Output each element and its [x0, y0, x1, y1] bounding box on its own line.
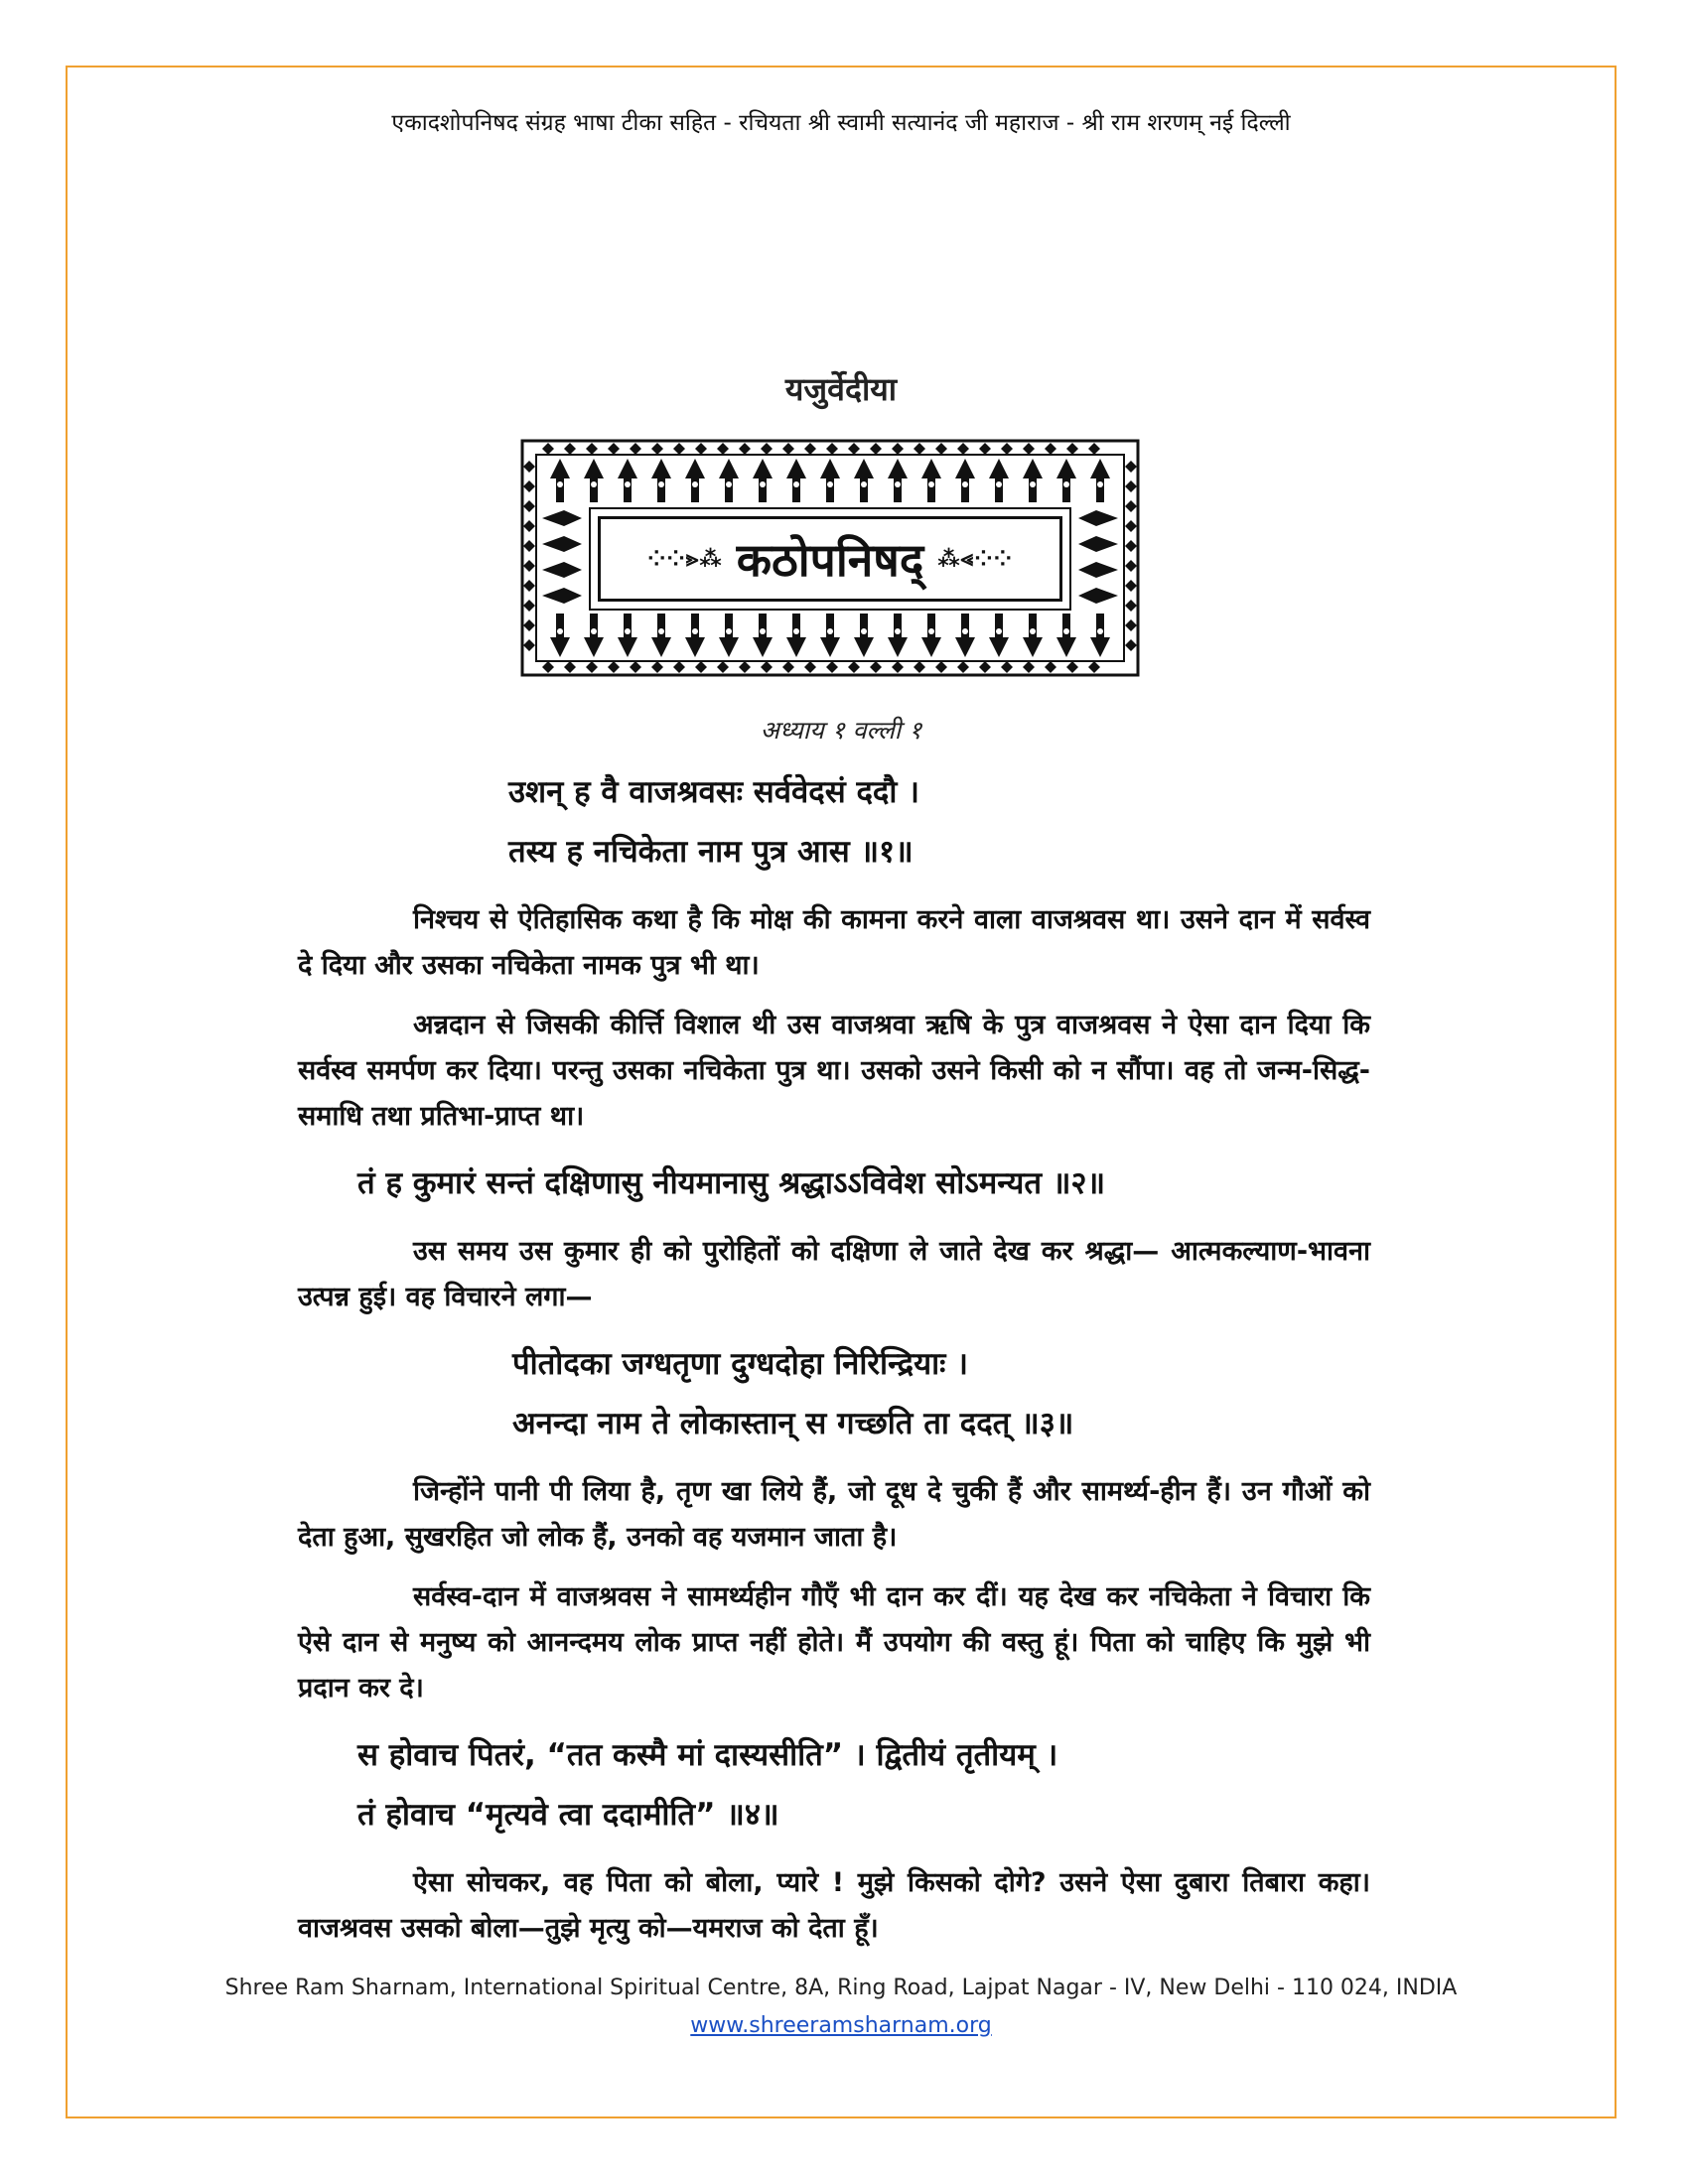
- document-title: कठोपनिषद्: [736, 533, 924, 587]
- title-box: [598, 516, 1062, 602]
- main-content: [298, 762, 1370, 1966]
- commentary-paragraph: अन्नदान से जिसकी कीर्त्ति विशाल थी उस वाजश्रवा ऋषि के पुत्र वाजश्रवस ने ऐसा दान दिया कि सर्वस्व समर्पण कर दिया। परन्तु उसका नचिकेता पुत्र था। उसको उसने किसी को न सौंपा। वह तो जन्म-सिद्ध-समाधि तथा प्रतिभा-प्राप्त था।: [298, 1010, 1370, 1132]
- commentary-paragraph: ऐसा सोचकर, वह पिता को बोला, प्यारे ! मुझे किसको दोगे? उसने ऐसा दुबारा तिबारा कहा। वाजश्रवस उसको बोला—तुझे मृत्यु को—यमराज को देता हूँ।: [298, 1867, 1370, 1944]
- verse-1: [298, 762, 1370, 882]
- verse-line: तस्य ह नचिकेता नाम पुत्र आस ॥१॥: [508, 834, 914, 870]
- title-ornament-right: ⁂⪡⁘⁘: [937, 546, 1014, 572]
- verse-line: स होवाच पितरं, “तत कस्मै मां दास्यसीति” । द्वितीयं तृतीयम् ।: [357, 1737, 1058, 1773]
- verse-3: [298, 1334, 1370, 1453]
- footer-website: [66, 2013, 1617, 2038]
- veda-label: यजुर्वेदीया: [784, 370, 898, 408]
- verse-line: अनन्दा नाम ते लोकास्तान् स गच्छति ता ददत् ॥३॥: [512, 1406, 1074, 1441]
- verse-4: [298, 1725, 1370, 1844]
- verse-line: उशन् ह वै वाजश्रवसः सर्ववेदसं ददौ ।: [508, 774, 919, 810]
- footer-address: Shree Ram Sharnam, International Spiritual Centre, 8A, Ring Road, Lajpat Nagar - IV, New Delhi - 110 024, INDIA: [224, 1976, 1458, 2000]
- verse-2: [298, 1154, 1370, 1213]
- commentary-paragraph: निश्चय से ऐतिहासिक कथा है कि मोक्ष की कामना करने वाला वाजश्रवस था। उसने दान में सर्वस्व दे दिया और उसका नचिकेता नामक पुत्र भी था।: [298, 904, 1370, 981]
- ornamental-title-frame: [520, 439, 1140, 677]
- verse-line: तं होवाच “मृत्यवे त्वा ददामीति” ॥४॥: [357, 1797, 779, 1833]
- section-label: अध्याय १ वल्ली १: [760, 716, 922, 745]
- website-link[interactable]: www.shreeramsharnam.org: [690, 2013, 992, 2038]
- commentary-paragraph: उस समय उस कुमार ही को पुरोहितों को दक्षिणा ले जाते देख कर श्रद्धा— आत्मकल्याण-भावना उत्पन्न हुई। वह विचारने लगा—: [298, 1236, 1370, 1312]
- verse-line: तं ह कुमारं सन्तं दक्षिणासु नीयमानासु श्रद्धाऽऽविवेश सोऽमन्यत ॥२॥: [357, 1165, 1106, 1201]
- commentary-paragraph: सर्वस्व-दान में वाजश्रवस ने सामर्थ्यहीन गौएँ भी दान कर दीं। यह देख कर नचिकेता ने विचारा कि ऐसे दान से मनुष्य को आनन्दमय लोक प्राप्त नहीं होते। मैं उपयोग की वस्तु हूं। पिता को चाहिए कि मुझे भी प्रदान कर दे।: [298, 1581, 1370, 1704]
- commentary-paragraph: जिन्होंने पानी पी लिया है, तृण खा लिये हैं, जो दूध दे चुकी हैं और सामर्थ्य-हीन हैं। उन गौओं को देता हुआ, सुखरहित जो लोक हैं, उनको वह यजमान जाता है।: [298, 1476, 1370, 1553]
- running-header: एकादशोपनिषद संग्रह भाषा टीका सहित - रचियता श्री स्वामी सत्यानंद जी महाराज - श्री राम शरणम् नई दिल्ली: [391, 110, 1291, 136]
- title-ornament-left: ⁘⁘⪢⁂: [646, 546, 723, 572]
- verse-line: पीतोदका जग्धतृणा दुग्धदोहा निरिन्द्रियाः ।: [512, 1346, 968, 1382]
